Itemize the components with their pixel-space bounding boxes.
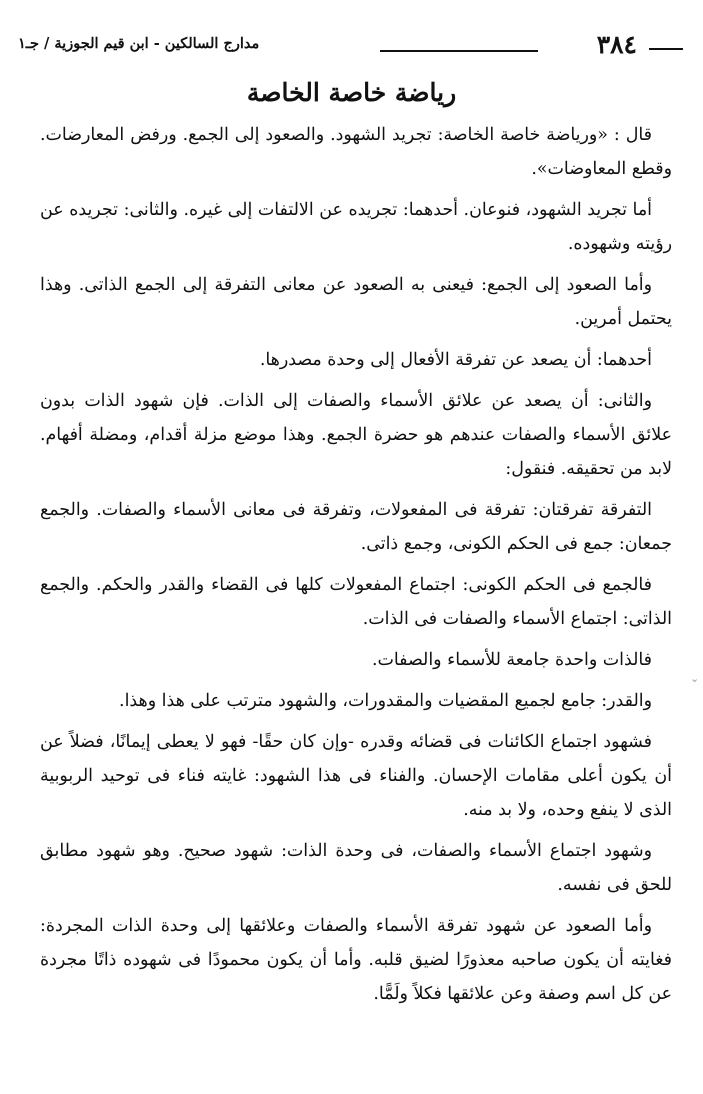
running-header (18, 28, 683, 62)
chapter-title: رياضة خاصة الخاصة (246, 78, 457, 107)
paragraph: التفرقة تفرقتان: تفرقة فى المفعولات، وتفرقة فى معانى الأسماء والصفات. والجمع جمعان: جمع فى الحكم الكونى، وجمع ذاتى. (40, 500, 672, 554)
paragraph: وشهود اجتماع الأسماء والصفات، فى وحدة الذات: شهود صحيح. وهو شهود مطابق للحق فى نفسه. (40, 841, 672, 895)
paragraph: فالجمع فى الحكم الكونى: اجتماع المفعولات كلها فى القضاء والقدر والحكم. والجمع الذاتى: اجتماع الأسماء والصفات فى الذات. (40, 575, 672, 629)
paragraph: أما تجريد الشهود، فنوعان. أحدهما: تجريده عن الالتفات إلى غيره. والثانى: تجريده عن رؤيته وشهوده. (40, 200, 672, 254)
running-title: مدارج السالكين - ابن قيم الجوزية / جـ١ (18, 35, 260, 52)
header-rule (380, 50, 538, 52)
header-rule-right (649, 48, 683, 50)
paragraph: وأما الصعود إلى الجمع: فيعنى به الصعود عن معانى التفرقة إلى الجمع الذاتى. وهذا يحتمل أمرين. (40, 275, 672, 329)
paragraph: قال : «ورياضة خاصة الخاصة: تجريد الشهود. والصعود إلى الجمع. ورفض المعارضات. وقطع المعاوضات». (40, 125, 672, 179)
paragraph: أحدهما: أن يصعد عن تفرقة الأفعال إلى وحدة مصدرها. (259, 350, 652, 370)
body-text (40, 118, 672, 1018)
paragraph: وأما الصعود عن شهود تفرقة الأسماء والصفات وعلائقها إلى وحدة الذات المجردة: فغايته أن يكون صاحبه معذورًا لضيق قلبه. وأما أن يكون محمودًا فى شهوده ذاتًا مجردة عن كل اسم وصفة وعن علائقها فكلاً ولَمًّا. (40, 916, 672, 1004)
paragraph: فالذات واحدة جامعة للأسماء والصفات. (371, 650, 652, 670)
paragraph: والقدر: جامع لجميع المقضيات والمقدورات، والشهود مترتب على هذا وهذا. (119, 691, 652, 711)
scan-artifact-mark: ⌄ (690, 672, 700, 685)
paragraph: والثانى: أن يصعد عن علائق الأسماء والصفات إلى الذات. فإن شهود الذات بدون علائق الأسماء والصفات عندهم هو حضرة الجمع. وهذا موضع مزلة أقدام، ومضلة أفهام. لابد من تحقيقه. فنقول: (40, 391, 672, 479)
paragraph: فشهود اجتماع الكائنات فى قضائه وقدره -وإن كان حقًا- فهو لا يعطى إيمانًا، فضلاً عن أن يكون أعلى مقامات الإحسان. والفناء فى هذا الشهود: غايته فناء فى توحيد الربوبية الذى لا ينفع وحده، ولا بد منه. (40, 732, 672, 820)
page-number: ٣٨٤ (596, 30, 637, 59)
